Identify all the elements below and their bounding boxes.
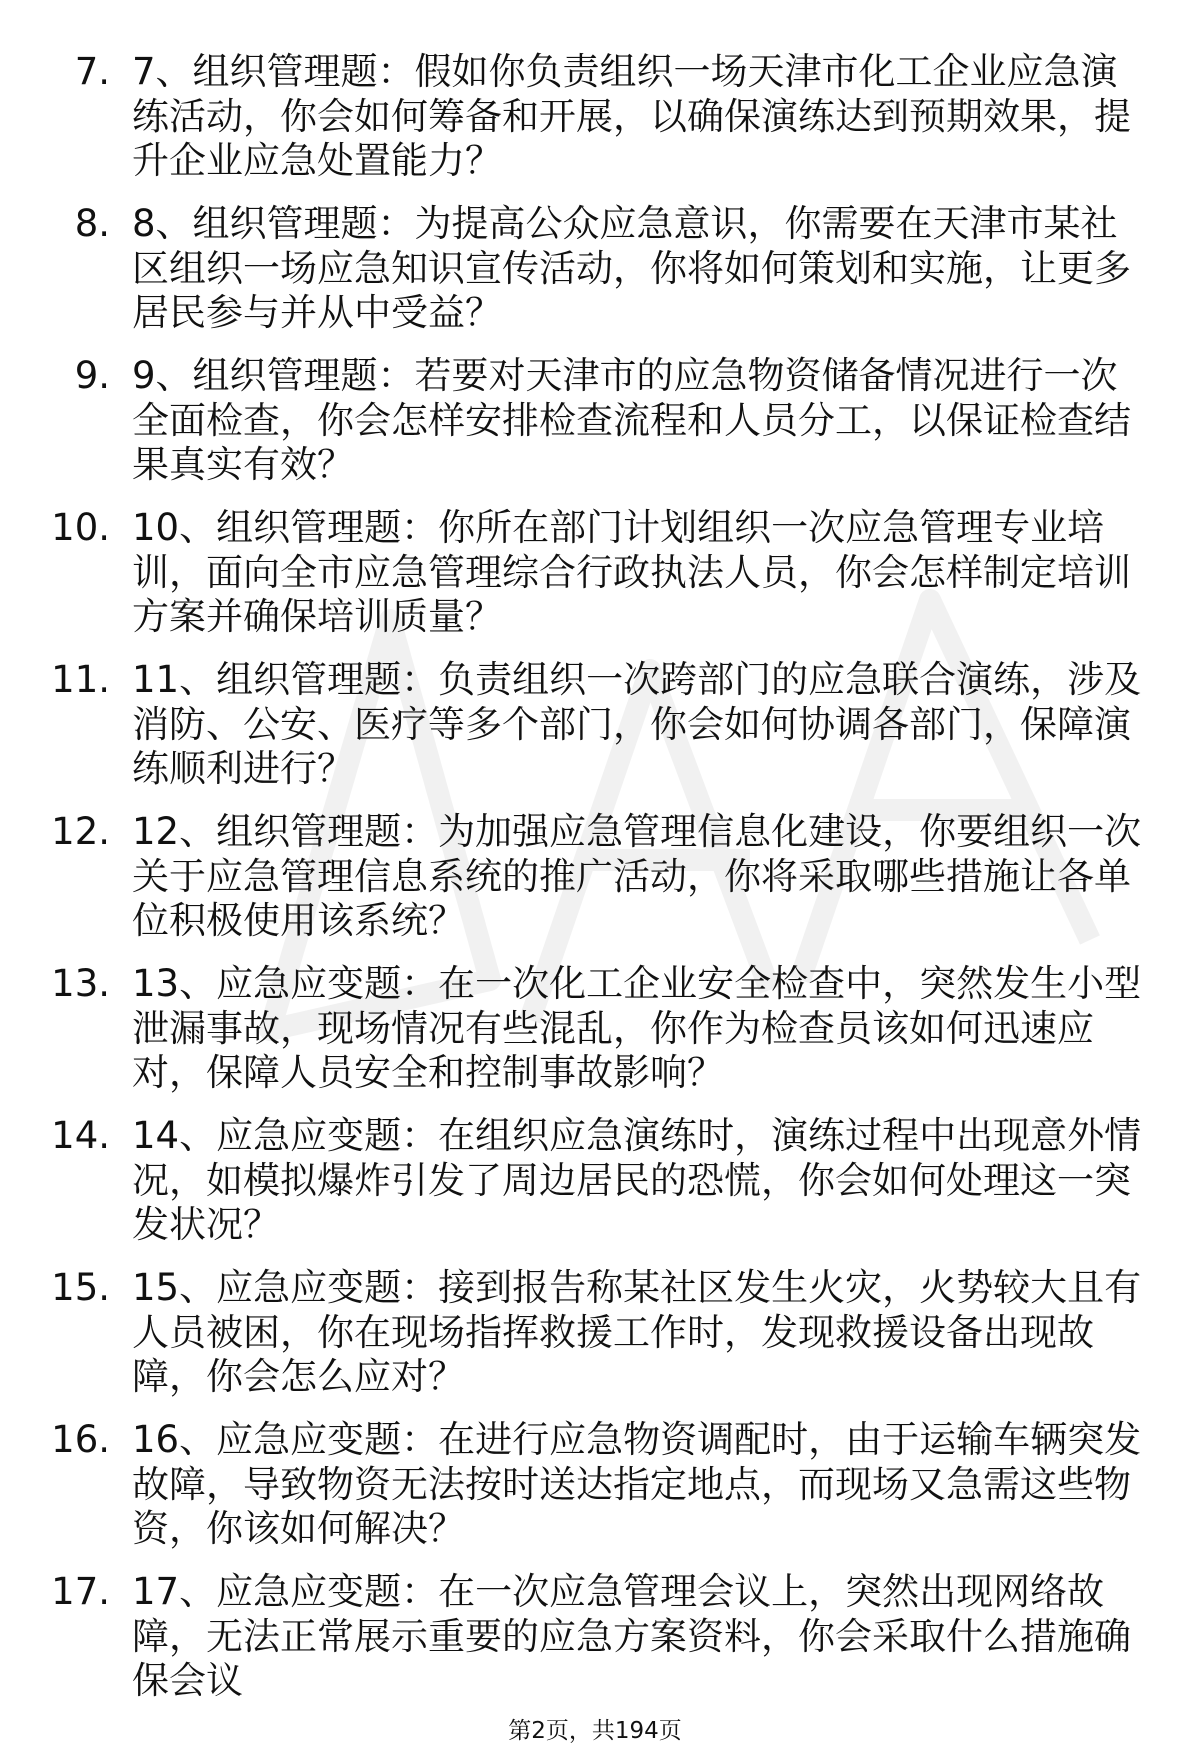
question-text: 16、应急应变题：在进行应急物资调配时，由于运输车辆突发故障，导致物资无法按时送达指定地点，而现场又急需这些物资，你该如何解决？ (132, 1418, 1142, 1550)
question-item (0, 1114, 1190, 1248)
question-text: 10、组织管理题：你所在部门计划组织一次应急管理专业培训，面向全市应急管理综合行政执法人员，你会怎样制定培训方案并确保培训质量？ (132, 506, 1131, 638)
question-item (0, 50, 1190, 184)
question-list (0, 50, 1190, 1722)
question-item (0, 1570, 1190, 1704)
question-item (0, 354, 1190, 488)
question-number: 17. (51, 1570, 110, 1613)
question-number: 8. (74, 202, 110, 245)
question-item (0, 810, 1190, 944)
question-number: 16. (51, 1418, 110, 1461)
question-text: 15、应急应变题：接到报告称某社区发生火灾，火势较大且有人员被困，你在现场指挥救援工作时，发现救援设备出现故障，你会怎么应对？ (132, 1266, 1142, 1398)
question-number: 15. (51, 1266, 110, 1309)
question-item (0, 962, 1190, 1096)
question-item (0, 1418, 1190, 1552)
question-text: 11、组织管理题：负责组织一次跨部门的应急联合演练，涉及消防、公安、医疗等多个部门，你会如何协调各部门，保障演练顺利进行？ (132, 658, 1142, 790)
question-item (0, 1266, 1190, 1400)
question-text: 13、应急应变题：在一次化工企业安全检查中，突然发生小型泄漏事故，现场情况有些混乱，你作为检查员该如何迅速应对，保障人员安全和控制事故影响？ (132, 962, 1142, 1094)
question-text: 8、组织管理题：为提高公众应急意识，你需要在天津市某社区组织一场应急知识宣传活动，你将如何策划和实施，让更多居民参与并从中受益？ (132, 202, 1131, 334)
question-number: 7. (74, 50, 110, 93)
question-number: 10. (51, 506, 110, 549)
question-text: 14、应急应变题：在组织应急演练时，演练过程中出现意外情况，如模拟爆炸引发了周边居民的恐慌，你会如何处理这一突发状况？ (132, 1114, 1142, 1246)
question-item (0, 202, 1190, 336)
question-number: 11. (51, 658, 110, 701)
question-item (0, 506, 1190, 640)
question-text: 12、组织管理题：为加强应急管理信息化建设，你要组织一次关于应急管理信息系统的推广活动，你将采取哪些措施让各单位积极使用该系统？ (132, 810, 1142, 942)
question-text: 9、组织管理题：若要对天津市的应急物资储备情况进行一次全面检查，你会怎样安排检查流程和人员分工，以保证检查结果真实有效？ (132, 354, 1131, 486)
question-item (0, 658, 1190, 792)
question-number: 14. (51, 1114, 110, 1157)
question-number: 13. (51, 962, 110, 1005)
question-text: 7、组织管理题：假如你负责组织一场天津市化工企业应急演练活动，你会如何筹备和开展，以确保演练达到预期效果，提升企业应急处置能力？ (132, 50, 1131, 182)
question-number: 12. (51, 810, 110, 853)
question-number: 9. (74, 354, 110, 397)
page-number-footer: 第2页，共194页 (508, 1718, 682, 1744)
question-text: 17、应急应变题：在一次应急管理会议上，突然出现网络故障，无法正常展示重要的应急方案资料，你会采取什么措施确保会议 (132, 1570, 1131, 1702)
